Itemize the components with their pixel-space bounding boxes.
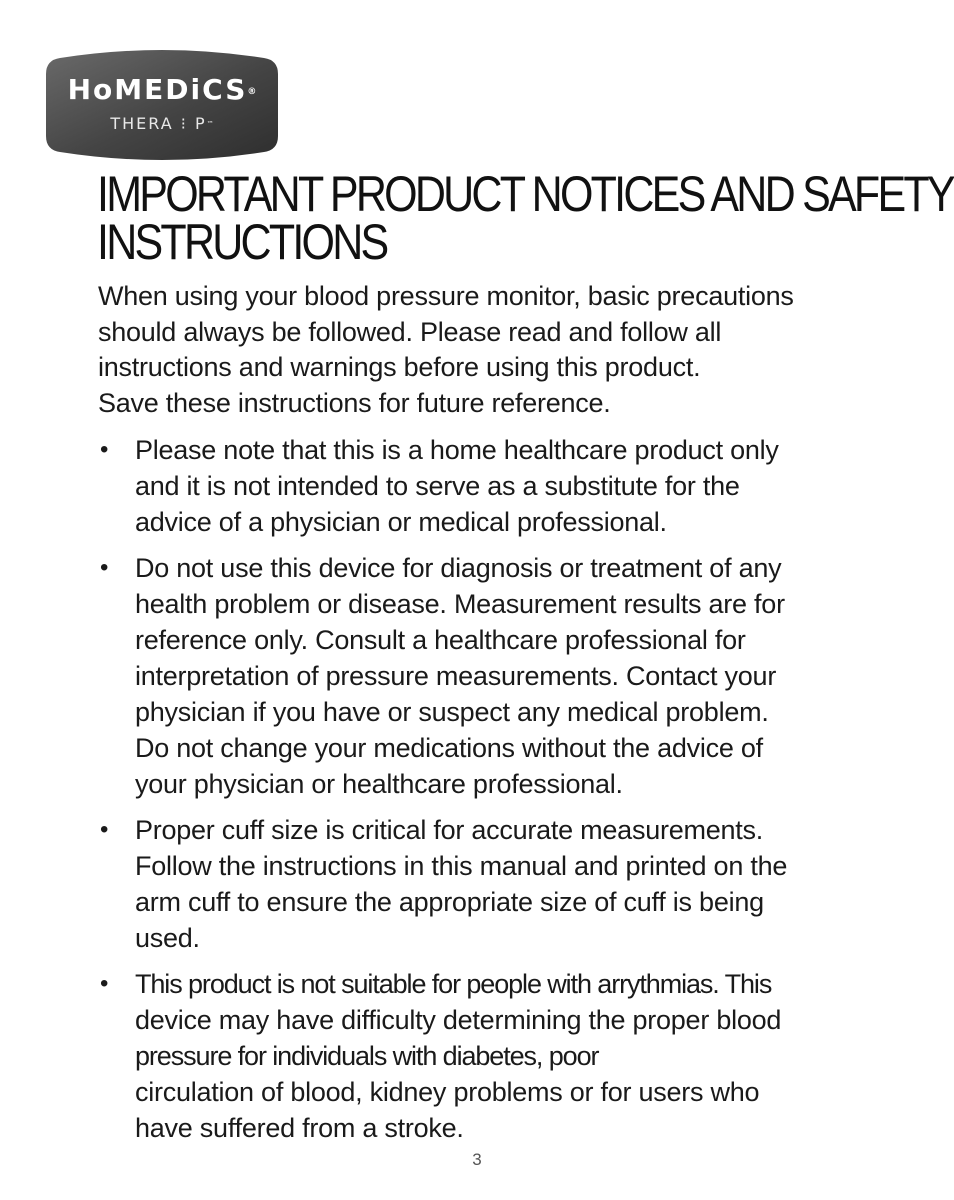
intro-line: When using your blood pressure monitor, basic precautions — [98, 281, 794, 311]
page-title-line-1: IMPORTANT PRODUCT NOTICES AND SAFETY — [97, 166, 953, 222]
page-number: 3 — [472, 1150, 482, 1169]
notice-line: Proper cuff size is critical for accurate measurements. — [135, 815, 763, 845]
bullet-icon: • — [100, 554, 109, 581]
safety-notice-item — [98, 812, 898, 956]
notice-line: and it is not intended to serve as a substitute for the — [135, 471, 740, 501]
intro-line: should always be followed. Please read and follow all — [98, 316, 722, 347]
safety-notice-item — [98, 550, 898, 802]
intro-line: instructions and warnings before using this product. — [98, 352, 701, 383]
notice-line: Please note that this is a home healthcare product only — [135, 435, 779, 465]
notice-line: Follow the instructions in this manual and printed on the — [135, 851, 788, 881]
homedics-therap-logo — [46, 48, 278, 162]
notice-line: pressure for individuals with diabetes, poor — [135, 1041, 599, 1071]
safety-notice-list — [98, 432, 898, 1156]
notice-line: physician if you have or suspect any medical problem. — [135, 697, 769, 727]
notice-line: reference only. Consult a healthcare professional for — [135, 625, 746, 655]
notice-line: Do not use this device for diagnosis or treatment of any — [135, 553, 782, 583]
intro-line: Save these instructions for future reference. — [98, 387, 611, 418]
logo-brand-text: HoMEDiCS® — [67, 73, 257, 106]
notice-line: used. — [135, 923, 200, 953]
page-title-line-2: INSTRUCTIONS — [97, 214, 387, 270]
notice-line: have suffered from a stroke. — [135, 1113, 464, 1143]
notice-line: your physician or healthcare professional. — [135, 769, 623, 799]
notice-line: interpretation of pressure measurements. Contact your — [135, 661, 777, 691]
safety-notice-item — [98, 432, 898, 540]
bullet-icon: • — [100, 970, 109, 997]
bullet-icon: • — [100, 816, 109, 843]
notice-line: Do not change your medications without the advice of — [135, 733, 763, 763]
page-title — [97, 166, 953, 270]
notice-line: arm cuff to ensure the appropriate size of cuff is being — [135, 887, 764, 917]
notice-line: health problem or disease. Measurement results are for — [135, 589, 785, 619]
bullet-icon: • — [100, 436, 109, 463]
notice-line: advice of a physician or medical professional. — [135, 507, 667, 537]
notice-line: This product is not suitable for people with arrythmias. This — [135, 969, 772, 999]
logo-sub-text: THERA ⁝ P™ — [110, 114, 214, 133]
notice-line: circulation of blood, kidney problems or for users who — [135, 1077, 760, 1107]
safety-notice-item — [98, 966, 898, 1146]
notice-line: device may have difficulty determining the proper blood — [135, 1005, 782, 1035]
intro-paragraph — [98, 279, 898, 421]
